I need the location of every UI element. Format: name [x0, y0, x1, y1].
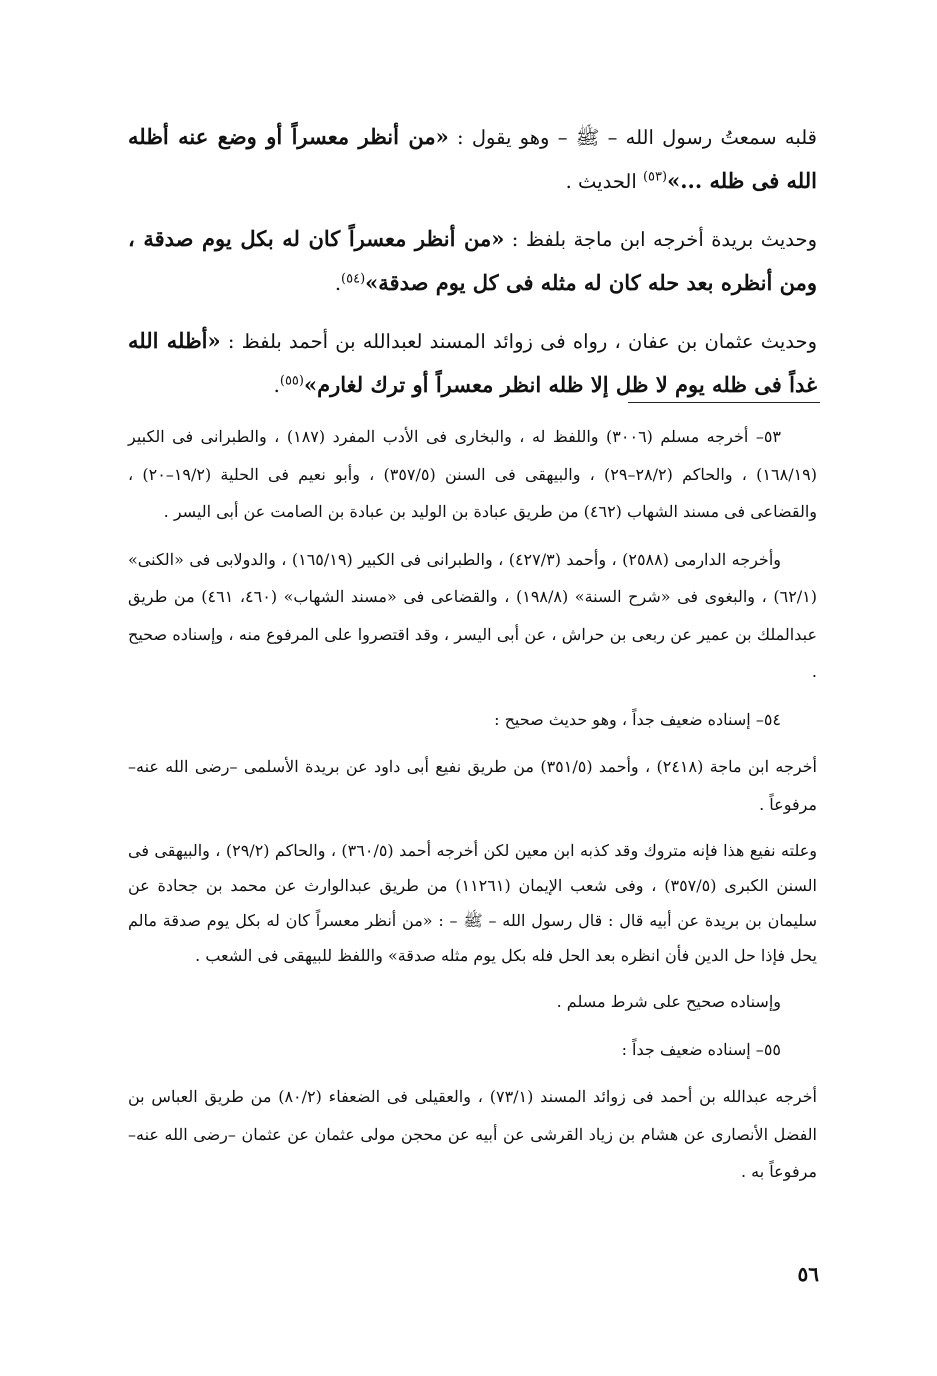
footnote-ref-54: (٥٤) — [341, 271, 366, 287]
paragraph-3 — [128, 319, 817, 407]
footnote-54-text: أخرجه ابن ماجة (٢٤١٨) ، وأحمد (٣٥١/٥) من طريق نفيع أبى داود عن بريدة الأسلمى –رضى الله عنه– مرفوعاً . — [128, 757, 818, 814]
paragraph-2-tail: . — [334, 272, 342, 295]
footnote-54-heading: ٥٤– إسناده ضعيف جداً ، وهو حديث صحيح : — [494, 709, 781, 729]
footnote-53: ٥٣– أخرجه مسلم (٣٠٠٦) واللفظ له ، والبخارى فى الأدب المفرد (١٨٧) ، والطبرانى فى الكبير (١٦٨/١٩) ، والحاكم (٢٨/٢–٢٩) ، والبيهقى فى السنن (٣٥٧/٥) ، وأبو نعيم فى الحلية (١٩/٢–٢٠) ، والقضاعى فى مسند الشهاب (٤٦٢) من طريق عبادة بن الوليد بن عبادة بن الصامت عن أبى اليسر . — [128, 427, 818, 521]
footnote-ref-53: (٥٣) — [642, 169, 668, 185]
footnote-54-continued: وعلته نفيع هذا فإنه متروك وقد كذبه ابن معين لكن أخرجه أحمد (٣٦٠/٥) ، والحاكم (٢٩/٢) ، والبيهقى فى السنن الكبرى (٣٥٧/٥) ، وفى شعب الإيمان (١١٢٦١) من طريق عبدالوارث عن محمد بن جحادة عن سليمان بن بريدة عن أبيه قال : قال رسول الله – ﷺ – : «من أنظر معسراً كان له بكل يوم صدقة مالم يحل فإذا حل الدين فأن انظره بعد الحل فله بكل يوم مثله صدقة» واللفظ للبيهقى فى الشعب . — [128, 841, 818, 965]
hadith-quote-2: «من أنظر معسراً كان له بكل يوم صدقة ، ومن أنظره بعد حله كان له مثله فى كل يوم صدقة» — [128, 226, 817, 295]
footnote-55-text: أخرجه عبدالله بن أحمد فى زوائد المسند (٧٣/١) ، والعقيلى فى الضعفاء (٨٠/٢) من طريق العباس بن الفضل الأنصارى عن هشام بن زياد القرشى عن أبيه عن محجن مولى عثمان عن عثمان –رضى الله عنه– مرفوعاً به . — [128, 1087, 817, 1181]
paragraph-2-text: وحديث بريدة أخرجه ابن ماجة بلفظ : — [504, 228, 817, 251]
paragraph-1 — [128, 115, 817, 203]
footnote-54-conclusion: وإسناده صحيح على شرط مسلم . — [556, 992, 781, 1011]
paragraph-1-text: قلبه سمعتُ رسول الله – ﷺ – وهو يقول : — [448, 126, 818, 149]
main-text — [128, 115, 817, 421]
footnote-ref-55: (٥٥) — [279, 373, 304, 389]
paragraph-3-tail: . — [273, 374, 280, 397]
footnote-55-heading: ٥٥– إسناده ضعيف جداً : — [621, 1039, 781, 1059]
page-number: ٥٦ — [797, 1262, 819, 1286]
paragraph-2 — [128, 217, 817, 305]
paragraph-1-tail: الحديث . — [565, 170, 643, 193]
footnotes — [128, 418, 817, 1201]
footnote-separator — [628, 402, 820, 403]
hadith-quote-3: «أظله الله غداً فى ظله يوم لا ظل إلا ظله انظر معسراً أو ترك لغارم» — [128, 328, 817, 397]
footnote-53-continued: وأخرجه الدارمى (٢٥٨٨) ، وأحمد (٤٢٧/٣) ، والطبرانى فى الكبير (١٦٥/١٩) ، والدولابى فى «الكنى» (٦٢/١) ، والبغوى فى «شرح السنة» (١٩٨/٨) ، والقضاعى فى «مسند الشهاب» (٤٦٠، ٤٦١) من طريق عبدالملك بن عمير عن ربعى بن حراش ، عن أبى اليسر ، وقد اقتصروا على المرفوع منه ، وإسناده صحيح . — [128, 549, 818, 681]
paragraph-3-text: وحديث عثمان بن عفان ، رواه فى زوائد المسند لعبدالله بن أحمد بلفظ : — [220, 330, 817, 353]
hadith-quote-1: «من أنظر معسراً أو وضع عنه أظله الله فى ظله ...» — [128, 124, 817, 193]
